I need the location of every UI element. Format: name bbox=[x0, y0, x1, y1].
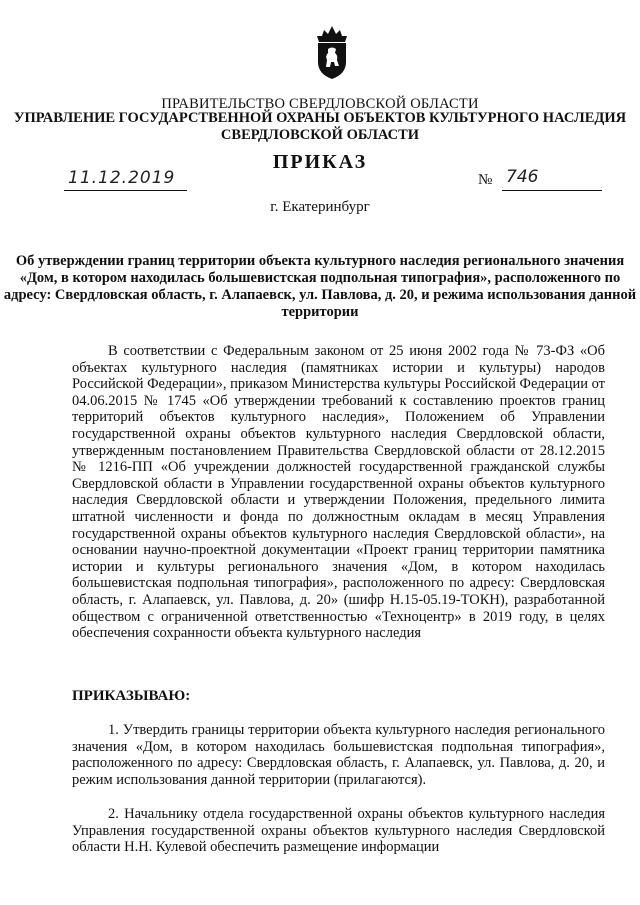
city: г. Екатеринбург bbox=[270, 199, 370, 215]
order-item: 1. Утвердить границы территории объекта культурного наследия регионального значения «Дом, в котором находилась большевистская подпольная типография», расположенного по адресу: Свердловская область, г. Алапаевск, ул. Павлова, д. 20, и режим использования данной территории (прилагаются). bbox=[72, 722, 605, 788]
coat-of-arms-icon bbox=[314, 22, 350, 80]
document-title: Об утверждении границ территории объекта культурного наследия регионального значения «Дом, в котором находилась большевистская подпольная типография», расположенного по адресу: Свердловская область, г. Алапаевск, ул. Павлова, д. 20, и режима использования данной территории bbox=[3, 253, 637, 320]
order-heading: ПРИКАЗЫВАЮ: bbox=[72, 688, 191, 704]
document-type: ПРИКАЗ bbox=[272, 151, 368, 173]
handwritten-date: 11.12.2019 bbox=[68, 168, 176, 188]
date-line bbox=[64, 170, 187, 191]
preamble-paragraph: В соответствии с Федеральным законом от 25 июня 2002 года № 73-ФЗ «Об объектах культурного наследия (памятниках истории и культуры) народов Российской Федерации», приказом Министерства культуры Российской Федерации от 04.06.2015 № 1745 «Об утверждении требований к составлению проектов границ территорий объектов культурного наследия», Положением об Управлении государственной охраны объектов культурного наследия Свердловской области, утвержденным постановлением Правительства Свердловской области от 28.12.2015 № 1216-ПП «Об учреждении должностей государственной гражданской службы Свердловской области в Управлении государственной охраны объектов культурного наследия Свердловской области и утверждении Положения, предельного лимита штатной численности и фонда по должностным окладам в месяц Управления государственной охраны объектов культурного наследия Свердловской области», на основании научно-проектной документации «Проект границ территории памятника истории и культуры регионального значения «Дом, в котором находилась большевистская подпольная типография», расположенного по адресу: Свердловская область, г. Алапаевск, ул. Павлова, д. 20» (шифр Н.15-05.19-ТОКН), разработанной обществом с ограниченной ответственностью «Техноцентр» в 2019 году, в целях обеспечения сохранности объекта культурного наследия bbox=[72, 343, 605, 642]
department-name: УПРАВЛЕНИЕ ГОСУДАРСТВЕННОЙ ОХРАНЫ ОБЪЕКТОВ КУЛЬТУРНОГО НАСЛЕДИЯ СВЕРДЛОВСКОЙ ОБЛАСТИ bbox=[13, 110, 627, 143]
government-name: ПРАВИТЕЛЬСТВО СВЕРДЛОВСКОЙ ОБЛАСТИ bbox=[161, 96, 479, 112]
number-sign: № bbox=[478, 172, 493, 188]
handwritten-number: 746 bbox=[506, 167, 539, 187]
order-item: 2. Начальнику отдела государственной охраны объектов культурного наследия Управления государственной охраны объектов культурного наследия Свердловской области Н.Н. Кулевой обеспечить размещение информации bbox=[72, 806, 605, 856]
number-line bbox=[502, 167, 602, 191]
